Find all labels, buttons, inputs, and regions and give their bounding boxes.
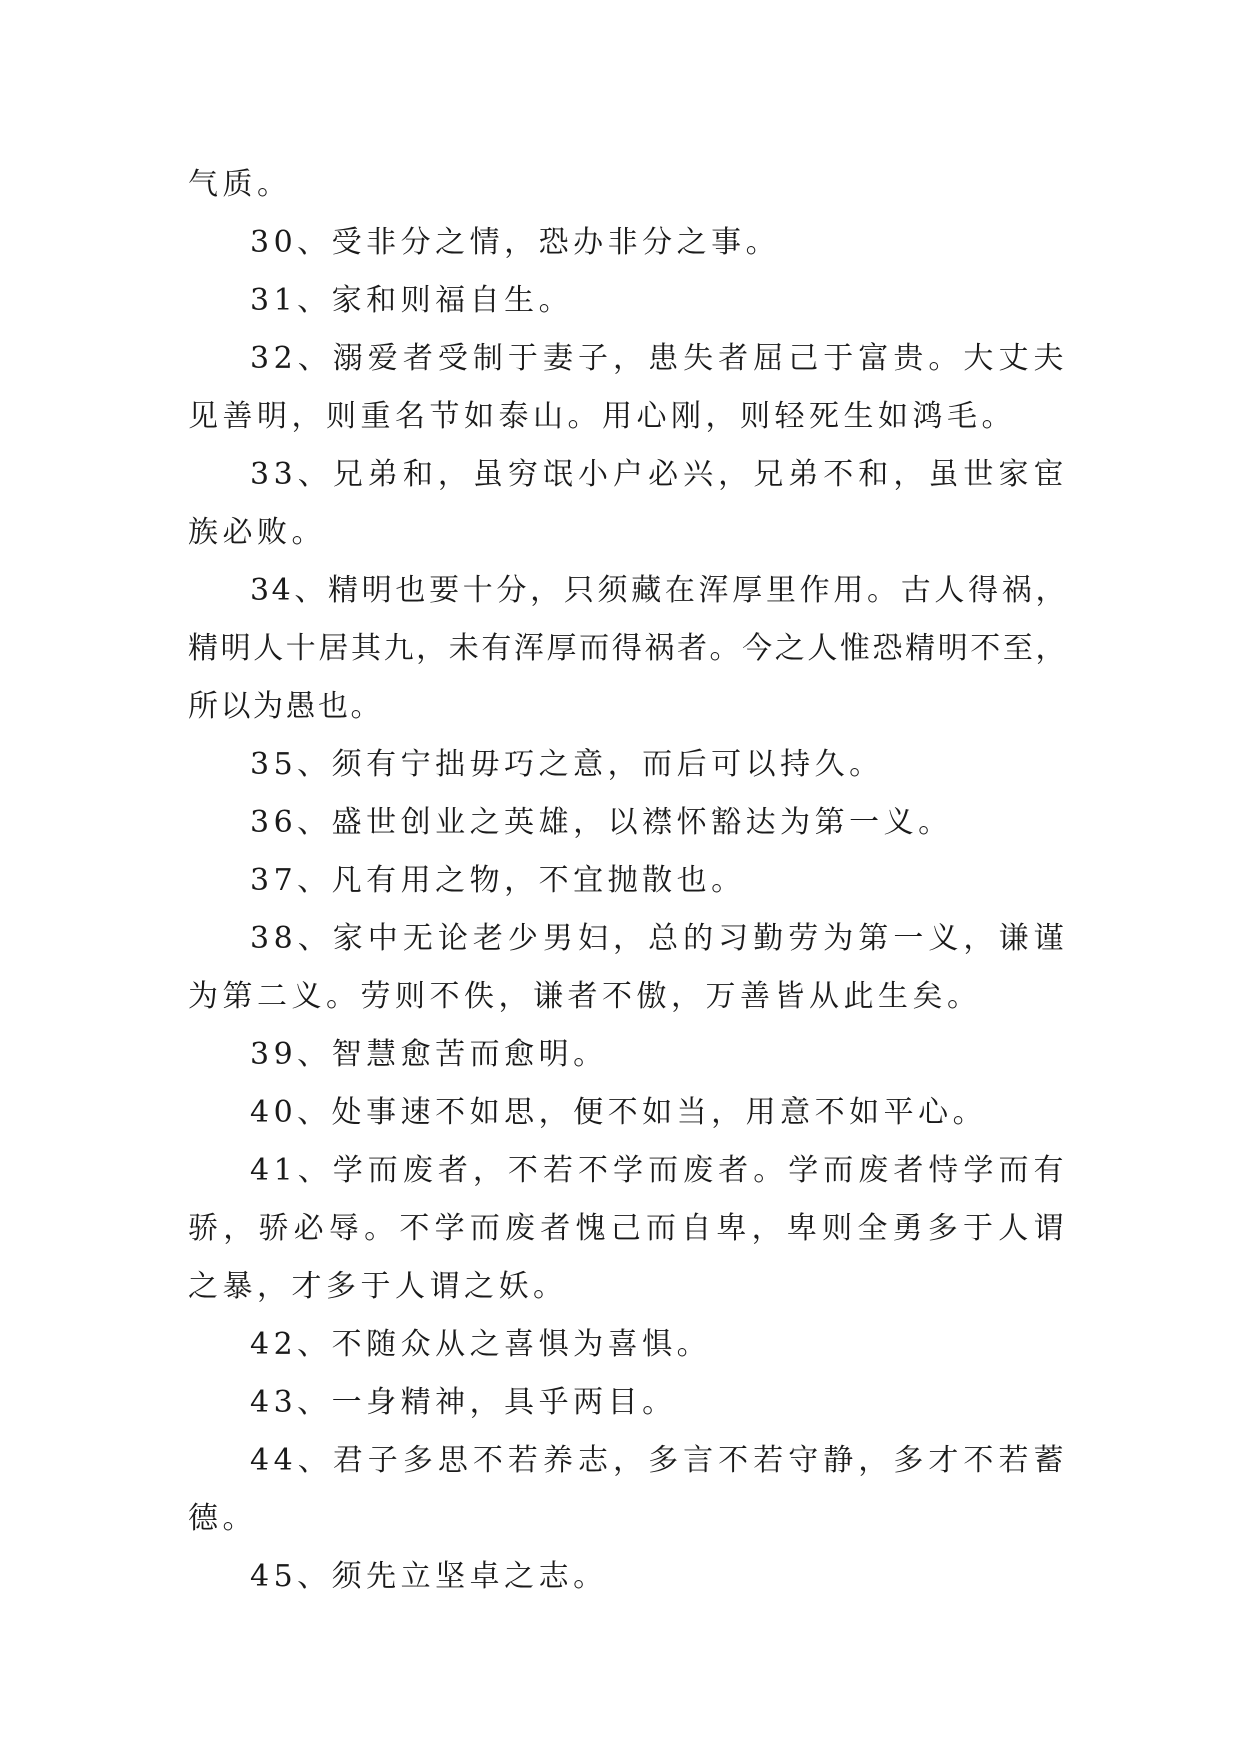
paragraph-item-36: 36、盛世创业之英雄，以襟怀豁达为第一义。 xyxy=(250,805,953,840)
document-body xyxy=(188,156,1068,1606)
paragraph-item-33: 33、兄弟和，虽穷氓小户必兴，兄弟不和，虽世家宦族必败。 xyxy=(188,457,1068,550)
paragraph-item-38: 38、家中无论老少男妇，总的习勤劳为第一义，谦谨为第二义。劳则不佚，谦者不傲，万善皆从此生矣。 xyxy=(188,921,1068,1014)
paragraph-item-39: 39、智慧愈苦而愈明。 xyxy=(250,1037,608,1072)
paragraph-continuation: 气质。 xyxy=(188,167,292,202)
paragraph-item-44: 44、君子多思不若养志，多言不若守静，多才不若蓄德。 xyxy=(188,1443,1068,1536)
paragraph-item-42: 42、不随众从之喜惧为喜惧。 xyxy=(250,1327,712,1362)
paragraph-item-30: 30、受非分之情，恐办非分之事。 xyxy=(250,225,781,260)
paragraph-item-43: 43、一身精神，具乎两目。 xyxy=(250,1385,677,1420)
paragraph-item-37: 37、凡有用之物，不宜抛散也。 xyxy=(250,863,746,898)
paragraph-item-32: 32、溺爱者受制于妻子，患失者屈己于富贵。大丈夫见善明，则重名节如泰山。用心刚，则轻死生如鸿毛。 xyxy=(188,341,1068,434)
paragraph-item-41: 41、学而废者，不若不学而废者。学而废者恃学而有骄，骄必辱。不学而废者愧己而自卑，卑则全勇多于人谓之暴，才多于人谓之妖。 xyxy=(188,1153,1068,1304)
paragraph-item-35: 35、须有宁拙毋巧之意，而后可以持久。 xyxy=(250,747,884,782)
paragraph-item-31: 31、家和则福自生。 xyxy=(250,283,574,318)
paragraph-item-40: 40、处事速不如思，便不如当，用意不如平心。 xyxy=(250,1095,988,1130)
paragraph-item-45: 45、须先立坚卓之志。 xyxy=(250,1559,608,1594)
paragraph-item-34: 34、精明也要十分，只须藏在浑厚里作用。古人得祸，精明人十居其九，未有浑厚而得祸者。今之人惟恐精明不至，所以为愚也。 xyxy=(188,573,1068,724)
